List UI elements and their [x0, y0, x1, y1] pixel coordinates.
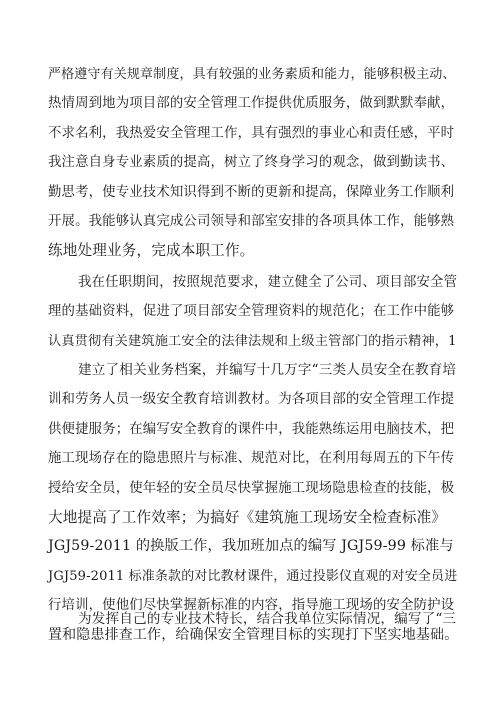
text-line: JGJ59-2011 的换版工作，我加班加点的编写 JGJ59-99 标准与	[48, 538, 454, 555]
paragraph-2	[48, 268, 458, 356]
text-line: 行培训，使他们尽快掌握新标准的内容，指导施工现场的安全防护设	[48, 598, 455, 614]
paragraph-4	[48, 605, 458, 634]
text-line: 为发挥自己的专业技术特长，结合我单位实际情况，编写了“三	[78, 611, 457, 627]
text-line: 认真贯彻有关建筑施工安全的法律法规和上级主管部门的指示精神，1	[48, 333, 457, 349]
text-line: 严格遵守有关规章制度，具有较强的业务素质和能力，能够积极主动、	[48, 67, 456, 82]
text-line: 我在任职期间，按照规范要求，建立健全了公司、项目部安全管	[78, 275, 458, 290]
text-line: 训和劳务人员一级安全教育培训教材。为各项目部的安全管理工作提	[48, 392, 455, 408]
text-line: 开展。我能够认真完成公司领导和部室安排的各项具体工作，能够熟	[48, 213, 455, 229]
text-line: 置和隐患排查工作，给确保安全管理目标的实现打下坚实地基础。	[48, 626, 459, 643]
text-line: 不求名利，我热爱安全管理工作，具有强烈的事业心和责任感，平时	[48, 125, 455, 141]
text-line: 热情周到地为项目部的安全管理工作提供优质服务，做到默默奉献，	[48, 96, 455, 112]
text-line: 供便捷服务；在编写安全教育的课件中，我能熟练运用电脑技术，把	[48, 421, 455, 437]
text-line: 理的基础资料，促进了项目部安全管理资料的规范化；在工作中能够	[48, 304, 455, 320]
text-line: 我注意自身专业素质的提高，树立了终身学习的观念，做到勤读书、	[48, 155, 455, 171]
text-line: JGJ59-2011 标准条款的对比教材课件，通过投影仪直观的对安全员进	[48, 568, 458, 584]
text-line: 大地提高了工作效率；为搞好《建筑施工现场安全检查标准》	[48, 508, 447, 526]
text-line: 勤思考，使专业技术知识得到不断的更新和提高，保障业务工作顺利	[48, 184, 455, 200]
paragraph-1	[48, 60, 458, 266]
text-line: 施工现场存在的隐患照片与标准、规范对比，在利用每周五的下午传	[48, 451, 455, 467]
text-line: 授给安全员，使年轻的安全员尽快掌握施工现场隐患检查的技能，极	[48, 480, 455, 496]
text-line: 练地处理业务，完成本职工作。	[48, 242, 255, 260]
text-line: 建立了相关业务档案，并编写十几万字“三类人员安全在教育培	[78, 362, 457, 378]
